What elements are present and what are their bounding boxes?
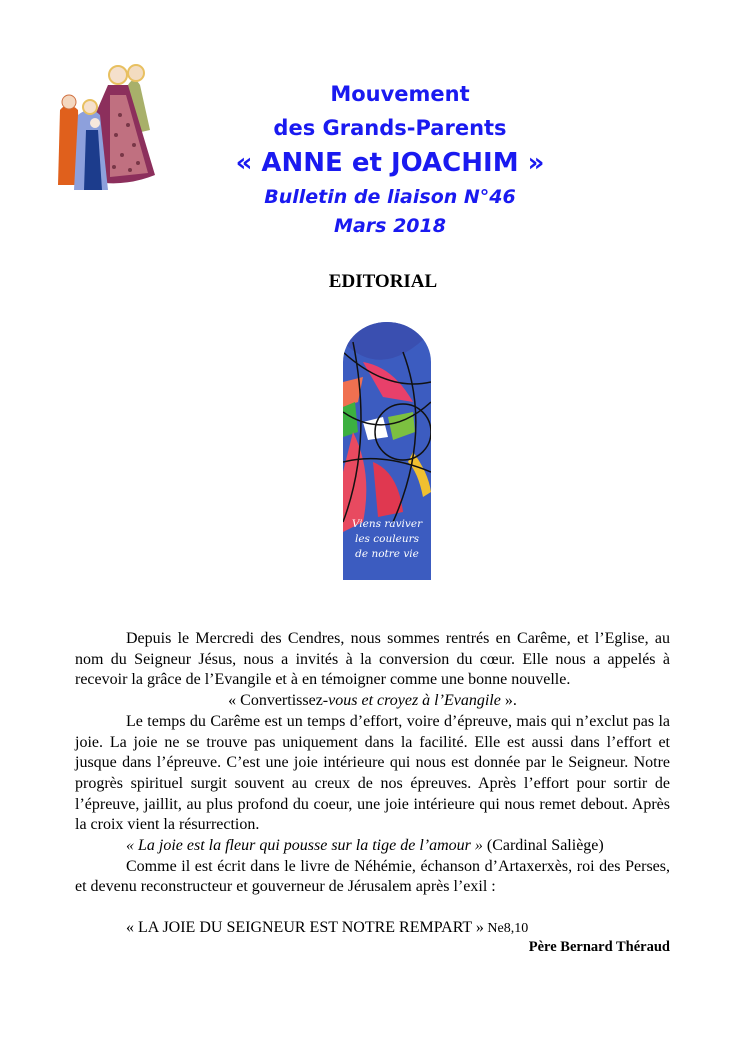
- movement-subtitle: des Grands-Parents: [273, 116, 507, 140]
- paragraph: Depuis le Mercredi des Cendres, nous sommes rentrés en Carême, et l’Eglise, au nom du Seigneur Jésus, nous a invités à la conversion du cœur. Elle nous a appelés à recevoir la grâce de l’Evangile et à en témoigner comme une bonne nouvelle.: [75, 630, 670, 689]
- quote-reference: Ne8,10: [483, 921, 529, 937]
- movement-name: « ANNE et JOACHIM »: [235, 148, 545, 178]
- quote-open: « Convertissez-: [228, 692, 329, 710]
- quote-close: ».: [500, 692, 517, 710]
- caption-line: de notre vie: [355, 548, 419, 560]
- caption-line: les couleurs: [354, 533, 419, 545]
- movement-title: Mouvement: [330, 82, 470, 106]
- signature: Père Bernard Théraud: [528, 938, 670, 955]
- caption-line: Viens raviver: [351, 518, 423, 530]
- paragraph: Comme il est écrit dans le livre de Néhémie, échanson d’Artaxerxès, roi des Perses, et devenu reconstructeur et gouverneur de Jérusalem après l’exil :: [75, 857, 670, 896]
- spacer: [75, 898, 670, 918]
- quote-source: (Cardinal Saliège): [482, 837, 604, 855]
- saliege-quote: [75, 836, 670, 857]
- quote-text: « LA JOIE DU SEIGNEUR EST NOTRE REMPART »: [126, 919, 484, 937]
- window-caption: [343, 517, 431, 562]
- gospel-quote: [75, 691, 670, 712]
- editorial-heading: EDITORIAL: [328, 271, 438, 292]
- bulletin-number: Bulletin de liaison N°46: [264, 186, 516, 208]
- quote-italic: vous et croyez à l’Evangile: [328, 692, 501, 710]
- editorial-body: [75, 629, 670, 956]
- holy-family-illustration-icon: [50, 55, 170, 195]
- paragraph: Le temps du Carême est un temps d’effort, voire d’épreuve, mais qui n’exclut pas la joie. La joie ne se trouve pas uniquement dans la facilité. Elle est aussi dans l’effort et jusque dans l’épreuve. C’est une joie intérieure qui nous est donnée par le Seigneur. Notre progrès spirituel surgit souvent au creux de nos épreuves. Après l’effort pour sortir de l’épreuve, jaillit, au plus profond du coeur, une joie intérieure qui nous remet debout. Après la croix vient la résurrection.: [75, 712, 670, 834]
- nehemiah-quote: [75, 918, 670, 940]
- quote-italic: « La joie est la fleur qui pousse sur la tige de l’amour »: [126, 837, 483, 855]
- bulletin-date: Mars 2018: [334, 215, 446, 237]
